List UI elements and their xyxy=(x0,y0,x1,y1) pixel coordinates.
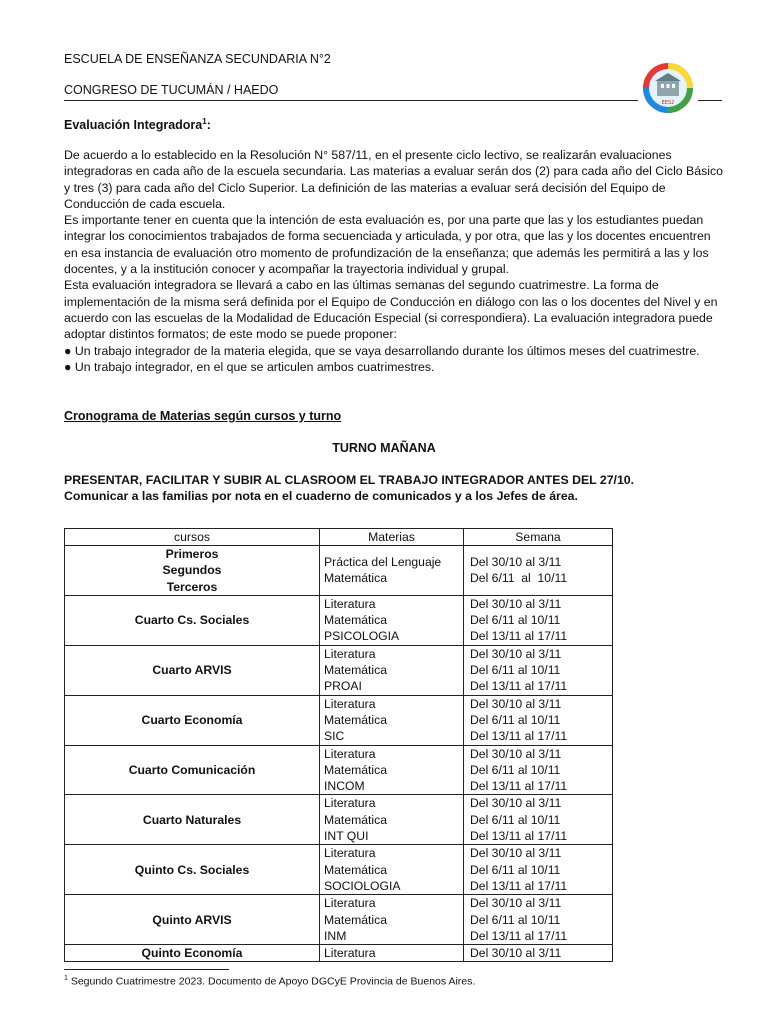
semana-item: Del 30/10 al 3/11 xyxy=(470,946,562,961)
materia-item: Literatura xyxy=(324,646,376,661)
table-row xyxy=(65,546,613,596)
semana-item: Del 30/10 al 3/11 xyxy=(470,596,562,611)
semana-cell xyxy=(464,895,613,945)
materia-item: Matemática xyxy=(324,912,387,927)
semana-cell xyxy=(464,945,613,962)
semana-item: Del 30/10 al 3/11 xyxy=(470,746,562,761)
materia-item: Literatura xyxy=(324,696,376,711)
materias-cell xyxy=(320,645,464,695)
table-row xyxy=(65,595,613,645)
materia-item: Matemática xyxy=(324,571,387,586)
semana-item: Del 13/11 al 17/11 xyxy=(470,928,568,943)
curso-name: Quinto ARVIS xyxy=(152,912,232,927)
semana-item: Del 30/10 al 3/11 xyxy=(470,846,562,861)
curso-cell xyxy=(65,845,320,895)
materias-cell xyxy=(320,745,464,795)
column-header-materias: Materias xyxy=(320,529,464,546)
materia-item: SOCIOLOGIA xyxy=(324,878,401,893)
materias-cell xyxy=(320,845,464,895)
header-rule-right xyxy=(698,100,722,101)
footnote-rule xyxy=(64,969,229,970)
school-address: CONGRESO DE TUCUMÁN / HAEDO xyxy=(64,83,279,97)
evaluation-title-suffix: : xyxy=(206,118,211,133)
table-row xyxy=(65,795,613,845)
semana-item: Del 13/11 al 17/11 xyxy=(470,779,568,794)
table-row xyxy=(65,895,613,945)
paragraph: Esta evaluación integradora se llevará a cabo en las últimas semanas del segundo cuatrimestre. La forma de implementación de la misma será definida por el Equipo de Conducción en diálogo con las o los docentes del Nivel y en acuerdo con las escuelas de la Modalidad de Educación Especial (si correspondiera). La evaluación integradora puede adoptar distintos formatos; de este modo se puede proponer: xyxy=(64,278,718,342)
curso-cell xyxy=(65,945,320,962)
materia-item: Matemática xyxy=(324,663,387,678)
curso-name: Cuarto Naturales xyxy=(142,812,242,827)
instruction-line: Comunicar a las familias por nota en el cuaderno de comunicados y a los Jefes de área. xyxy=(64,489,578,504)
bullet-item: ● Un trabajo integrador, en el que se articulen ambos cuatrimestres. xyxy=(64,359,435,374)
materia-item: Literatura xyxy=(324,746,376,761)
semana-item: Del 30/10 al 3/11 xyxy=(470,796,562,811)
column-header-semana: Semana xyxy=(464,529,613,546)
materia-item: PROAI xyxy=(324,679,362,694)
semana-cell xyxy=(464,595,613,645)
materia-item: PSICOLOGIA xyxy=(324,629,400,644)
curso-name: Segundos xyxy=(162,563,222,578)
curso-cell xyxy=(65,645,320,695)
curso-name: Cuarto Cs. Sociales xyxy=(134,613,250,628)
materia-item: Matemática xyxy=(324,862,387,877)
materia-item: Matemática xyxy=(324,812,387,827)
materias-cell xyxy=(320,945,464,962)
materia-item: Matemática xyxy=(324,712,387,727)
table-row xyxy=(65,645,613,695)
evaluation-title-text: Evaluación Integradora xyxy=(64,118,203,133)
semana-item: Del 6/11 al 10/11 xyxy=(470,912,561,927)
paragraph: Es importante tener en cuenta que la intención de esta evaluación es, por una parte que las y los estudiantes puedan integrar los conocimientos trabajados de forma secuenciada y articulada, y por otra, que las y los docentes encuentren en esa instancia de evaluación otro momento de profundización de la enseñanza; que además les permitirá a las y los docentes, y a la institución conocer y acompañar la trayectoria individual y grupal. xyxy=(64,213,711,277)
semana-item: Del 13/11 al 17/11 xyxy=(470,878,568,893)
curso-name: Primeros xyxy=(165,547,219,561)
paragraph: De acuerdo a lo establecido en la Resolución N° 587/11, en el presente ciclo lectivo, se realizarán evaluaciones integradoras en cada año de la escuela secundaria. Las materias a evaluar serán dos (2) para cada año del Ciclo Básico y tres (3) para cada año del Ciclo Superior. La definición de las materias a evaluar será decisión del Equipo de Conducción de cada escuela. xyxy=(64,148,723,211)
curso-cell xyxy=(65,795,320,845)
semana-item: Del 30/10 al 3/11 xyxy=(470,896,562,911)
materia-item: INT QUI xyxy=(324,829,369,844)
materia-item: INM xyxy=(324,928,347,943)
semana-item: Del 30/10 al 3/11 xyxy=(470,555,562,570)
curso-name: Cuarto Comunicación xyxy=(128,762,256,777)
table-row xyxy=(65,695,613,745)
curso-cell xyxy=(65,895,320,945)
schedule-instructions xyxy=(64,472,634,505)
bullet-item: ● Un trabajo integrador de la materia elegida, que se vaya desarrollando durante los últimos meses del cuatrimestre. xyxy=(64,343,700,358)
semana-cell xyxy=(464,645,613,695)
semana-cell xyxy=(464,546,613,596)
materias-cell xyxy=(320,895,464,945)
semana-item: Del 30/10 al 3/11 xyxy=(470,646,562,661)
instruction-line: PRESENTAR, FACILITAR Y SUBIR AL CLASROOM EL TRABAJO INTEGRADOR ANTES DEL 27/10. xyxy=(64,473,635,487)
shift-title: TURNO MAÑANA xyxy=(332,441,436,455)
semana-item: Del 6/11 al 10/11 xyxy=(470,613,561,628)
header-rule xyxy=(64,100,638,101)
semana-item: Del 6/11 al 10/11 xyxy=(470,862,561,877)
semana-item: Del 6/11 al 10/11 xyxy=(470,812,561,827)
semana-item: Del 6/11 al 10/11 xyxy=(470,762,561,777)
curso-name: Quinto Cs. Sociales xyxy=(134,862,250,877)
semana-cell xyxy=(464,695,613,745)
table-header-row xyxy=(65,529,613,546)
logo-window xyxy=(672,84,675,88)
curso-cell xyxy=(65,546,320,596)
semana-cell xyxy=(464,845,613,895)
curso-cell xyxy=(65,695,320,745)
column-header-cursos: cursos xyxy=(65,529,320,546)
materia-item: Matemática xyxy=(324,762,387,777)
materias-cell xyxy=(320,695,464,745)
semana-item: Del 13/11 al 17/11 xyxy=(470,829,568,844)
semana-item: Del 13/11 al 17/11 xyxy=(470,679,568,694)
curso-cell xyxy=(65,745,320,795)
evaluation-body xyxy=(64,147,724,375)
logo-text: EES2 xyxy=(661,100,675,106)
materia-item: Matemática xyxy=(324,613,387,628)
schedule-table-body xyxy=(65,546,613,962)
curso-name: Cuarto ARVIS xyxy=(152,663,232,678)
semana-item: Del 6/11 al 10/11 xyxy=(470,712,561,727)
materia-item: Literatura xyxy=(324,896,376,911)
curso-name: Quinto Economía xyxy=(141,946,243,961)
table-row xyxy=(65,845,613,895)
footnote-ref: 1 xyxy=(202,117,207,126)
logo-window xyxy=(661,84,664,88)
materia-item: Literatura xyxy=(324,596,376,611)
materia-item: Literatura xyxy=(324,946,376,961)
logo-window xyxy=(667,84,670,88)
materia-item: SIC xyxy=(324,729,345,744)
semana-item: Del 6/11 al 10/11 xyxy=(470,571,568,586)
table-row xyxy=(65,945,613,962)
semana-item: Del 13/11 al 17/11 xyxy=(470,629,568,644)
materia-item: Práctica del Lenguaje xyxy=(324,555,442,570)
school-logo xyxy=(642,62,694,114)
semana-cell xyxy=(464,795,613,845)
schedule-title: Cronograma de Materias según cursos y turno xyxy=(64,409,342,423)
footnote-number: 1 xyxy=(64,975,68,982)
schedule-table xyxy=(64,528,613,962)
semana-item: Del 30/10 al 3/11 xyxy=(470,696,562,711)
materias-cell xyxy=(320,795,464,845)
materia-item: Literatura xyxy=(324,846,376,861)
curso-name: Cuarto Economía xyxy=(141,712,243,727)
materia-item: Literatura xyxy=(324,796,376,811)
semana-item: Del 6/11 al 10/11 xyxy=(470,663,561,678)
curso-cell xyxy=(65,595,320,645)
footnote-text: Segundo Cuatrimestre 2023. Documento de Apoyo DGCyE Provincia de Buenos Aires. xyxy=(67,975,476,988)
materia-item: INCOM xyxy=(324,779,365,794)
materias-cell xyxy=(320,546,464,596)
evaluation-title xyxy=(64,117,211,132)
curso-name: Terceros xyxy=(166,579,218,594)
semana-cell xyxy=(464,745,613,795)
semana-item: Del 13/11 al 17/11 xyxy=(470,729,568,744)
school-name: ESCUELA DE ENSEÑANZA SECUNDARIA N°2 xyxy=(64,52,331,66)
footnote xyxy=(64,975,475,988)
materias-cell xyxy=(320,595,464,645)
table-row xyxy=(65,745,613,795)
